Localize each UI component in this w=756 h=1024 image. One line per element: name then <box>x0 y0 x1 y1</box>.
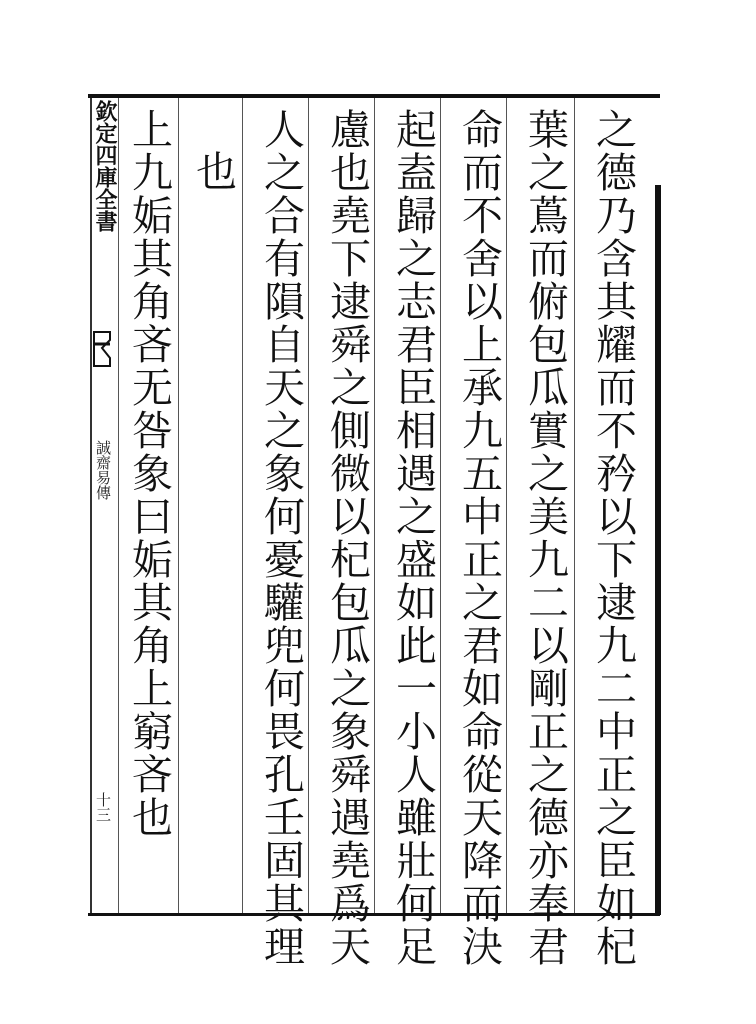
bottom-border <box>88 913 660 916</box>
column-rule <box>440 98 441 913</box>
text-column: 之德乃含其耀而不矜以下逮九二中正之臣如杞 <box>589 108 637 968</box>
text-column: 葉之蔦而俯包瓜實之美九二以剛正之德亦奉君 <box>521 108 569 968</box>
text-column: 起盍歸之志君臣相遇之盛如此一小人雖壯何足 <box>389 108 437 968</box>
text-column: 上九姤其角吝无咎象曰姤其角上窮吝也 <box>125 108 173 839</box>
right-border <box>655 185 661 915</box>
column-rule <box>242 98 243 913</box>
page-number: 十三 <box>94 792 112 822</box>
text-column: 命而不舍以上承九五中正之君如命從天降而決 <box>455 108 503 968</box>
text-column: 慮也堯下逮舜之側微以杞包瓜之象舜遇堯爲天 <box>323 108 371 968</box>
book-title: 誠齋易傳 <box>94 440 112 500</box>
fish-tail-icon <box>92 330 112 368</box>
column-rule <box>178 98 179 913</box>
margin-banner: 欽定四庫全書 <box>92 100 118 232</box>
text-column: 也 <box>189 150 237 193</box>
column-rule <box>308 98 309 913</box>
column-rule <box>118 98 119 913</box>
text-column: 人之合有隕自天之象何憂驩兜何畏孔壬固其理 <box>257 108 305 968</box>
column-rule <box>574 98 575 913</box>
column-rule <box>374 98 375 913</box>
column-rule <box>506 98 507 913</box>
